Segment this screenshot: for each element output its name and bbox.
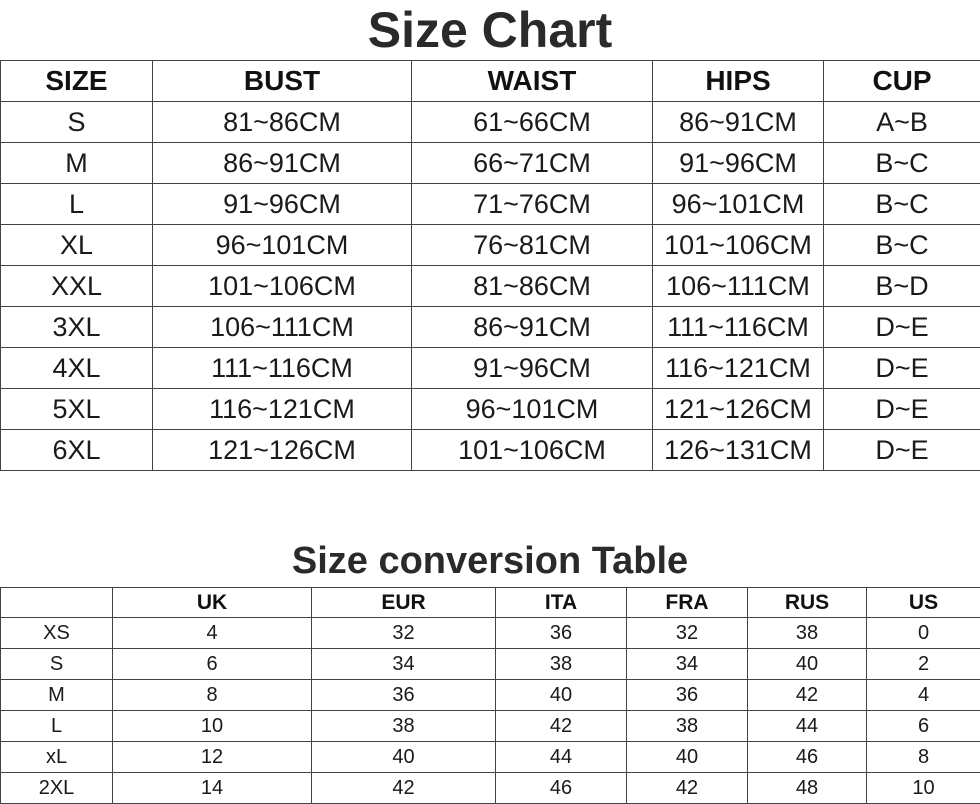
table-cell: 66~71CM — [412, 143, 653, 184]
table-cell: 32 — [627, 618, 748, 649]
table-cell: 96~101CM — [412, 389, 653, 430]
table-cell: 48 — [748, 773, 867, 804]
table-cell: 40 — [496, 680, 627, 711]
table-cell: 2 — [867, 649, 980, 680]
table-cell: 81~86CM — [412, 266, 653, 307]
conversion-header-row — [1, 588, 980, 618]
table-cell: 116~121CM — [653, 348, 824, 389]
table-cell: xL — [1, 742, 113, 773]
size-chart-row — [1, 389, 980, 430]
table-cell: 6 — [113, 649, 312, 680]
conversion-row — [1, 618, 980, 649]
table-cell: 42 — [748, 680, 867, 711]
table-cell: 44 — [496, 742, 627, 773]
table-cell: 8 — [867, 742, 980, 773]
table-cell: 42 — [312, 773, 496, 804]
table-cell: 40 — [312, 742, 496, 773]
table-cell: 5XL — [1, 389, 153, 430]
size-chart-row — [1, 307, 980, 348]
table-cell: 4 — [113, 618, 312, 649]
table-cell: 96~101CM — [153, 225, 412, 266]
table-cell: 2XL — [1, 773, 113, 804]
table-cell: L — [1, 711, 113, 742]
table-cell: L — [1, 184, 153, 225]
table-cell: XL — [1, 225, 153, 266]
table-cell: 121~126CM — [153, 430, 412, 471]
table-cell: B~C — [824, 225, 980, 266]
table-cell: 40 — [627, 742, 748, 773]
conversion-row — [1, 649, 980, 680]
table-cell: 32 — [312, 618, 496, 649]
table-cell: 3XL — [1, 307, 153, 348]
size-chart-row — [1, 266, 980, 307]
table-cell: S — [1, 102, 153, 143]
table-cell: 91~96CM — [653, 143, 824, 184]
size-chart-row — [1, 102, 980, 143]
table-cell: 40 — [748, 649, 867, 680]
table-cell: 36 — [312, 680, 496, 711]
table-cell: 121~126CM — [653, 389, 824, 430]
table-cell: B~C — [824, 184, 980, 225]
size-chart-row — [1, 184, 980, 225]
table-cell: 106~111CM — [153, 307, 412, 348]
table-cell: XXL — [1, 266, 153, 307]
column-header-bust: BUST — [153, 61, 412, 102]
table-cell: 0 — [867, 618, 980, 649]
table-cell: 36 — [627, 680, 748, 711]
column-header-ita: ITA — [496, 588, 627, 618]
table-cell: 4 — [867, 680, 980, 711]
table-cell: D~E — [824, 348, 980, 389]
table-cell: 38 — [627, 711, 748, 742]
conversion-row — [1, 711, 980, 742]
table-cell: 44 — [748, 711, 867, 742]
table-cell: 76~81CM — [412, 225, 653, 266]
table-cell: 106~111CM — [653, 266, 824, 307]
size-chart-row — [1, 225, 980, 266]
table-cell: 111~116CM — [153, 348, 412, 389]
table-cell: A~B — [824, 102, 980, 143]
table-cell: 38 — [496, 649, 627, 680]
table-cell: 12 — [113, 742, 312, 773]
table-cell: 126~131CM — [653, 430, 824, 471]
column-header-cup: CUP — [824, 61, 980, 102]
table-cell: S — [1, 649, 113, 680]
table-cell: 71~76CM — [412, 184, 653, 225]
column-header-blank — [1, 588, 113, 618]
table-cell: XS — [1, 618, 113, 649]
table-cell: 34 — [312, 649, 496, 680]
column-header-fra: FRA — [627, 588, 748, 618]
table-cell: 116~121CM — [153, 389, 412, 430]
table-cell: 86~91CM — [653, 102, 824, 143]
size-chart-row — [1, 430, 980, 471]
conversion-row — [1, 680, 980, 711]
table-cell: 61~66CM — [412, 102, 653, 143]
table-cell: 101~106CM — [153, 266, 412, 307]
table-cell: M — [1, 680, 113, 711]
conversion-row — [1, 742, 980, 773]
table-cell: 101~106CM — [412, 430, 653, 471]
table-cell: M — [1, 143, 153, 184]
column-header-uk: UK — [113, 588, 312, 618]
table-cell: D~E — [824, 430, 980, 471]
table-cell: B~D — [824, 266, 980, 307]
size-chart-title: Size Chart — [367, 2, 613, 58]
table-cell: 111~116CM — [653, 307, 824, 348]
size-chart-table — [0, 60, 980, 471]
conversion-table — [0, 587, 980, 804]
table-cell: D~E — [824, 307, 980, 348]
table-cell: 10 — [113, 711, 312, 742]
table-cell: 6XL — [1, 430, 153, 471]
conversion-row — [1, 773, 980, 804]
table-cell: 101~106CM — [653, 225, 824, 266]
size-chart-row — [1, 143, 980, 184]
table-cell: 91~96CM — [153, 184, 412, 225]
table-cell: 14 — [113, 773, 312, 804]
table-cell: 46 — [748, 742, 867, 773]
column-header-rus: RUS — [748, 588, 867, 618]
table-cell: 81~86CM — [153, 102, 412, 143]
table-cell: 4XL — [1, 348, 153, 389]
table-cell: 8 — [113, 680, 312, 711]
column-header-us: US — [867, 588, 980, 618]
conversion-table-title: Size conversion Table — [291, 540, 689, 582]
column-header-size: SIZE — [1, 61, 153, 102]
table-cell: 42 — [496, 711, 627, 742]
size-chart-header-row — [1, 61, 980, 102]
table-cell: 46 — [496, 773, 627, 804]
size-chart-row — [1, 348, 980, 389]
column-header-hips: HIPS — [653, 61, 824, 102]
table-cell: 42 — [627, 773, 748, 804]
table-cell: 38 — [748, 618, 867, 649]
column-header-waist: WAIST — [412, 61, 653, 102]
table-cell: 6 — [867, 711, 980, 742]
table-cell: 36 — [496, 618, 627, 649]
table-cell: B~C — [824, 143, 980, 184]
column-header-eur: EUR — [312, 588, 496, 618]
table-cell: 34 — [627, 649, 748, 680]
table-cell: D~E — [824, 389, 980, 430]
table-cell: 96~101CM — [653, 184, 824, 225]
table-cell: 86~91CM — [153, 143, 412, 184]
table-cell: 38 — [312, 711, 496, 742]
table-cell: 86~91CM — [412, 307, 653, 348]
table-cell: 91~96CM — [412, 348, 653, 389]
table-cell: 10 — [867, 773, 980, 804]
